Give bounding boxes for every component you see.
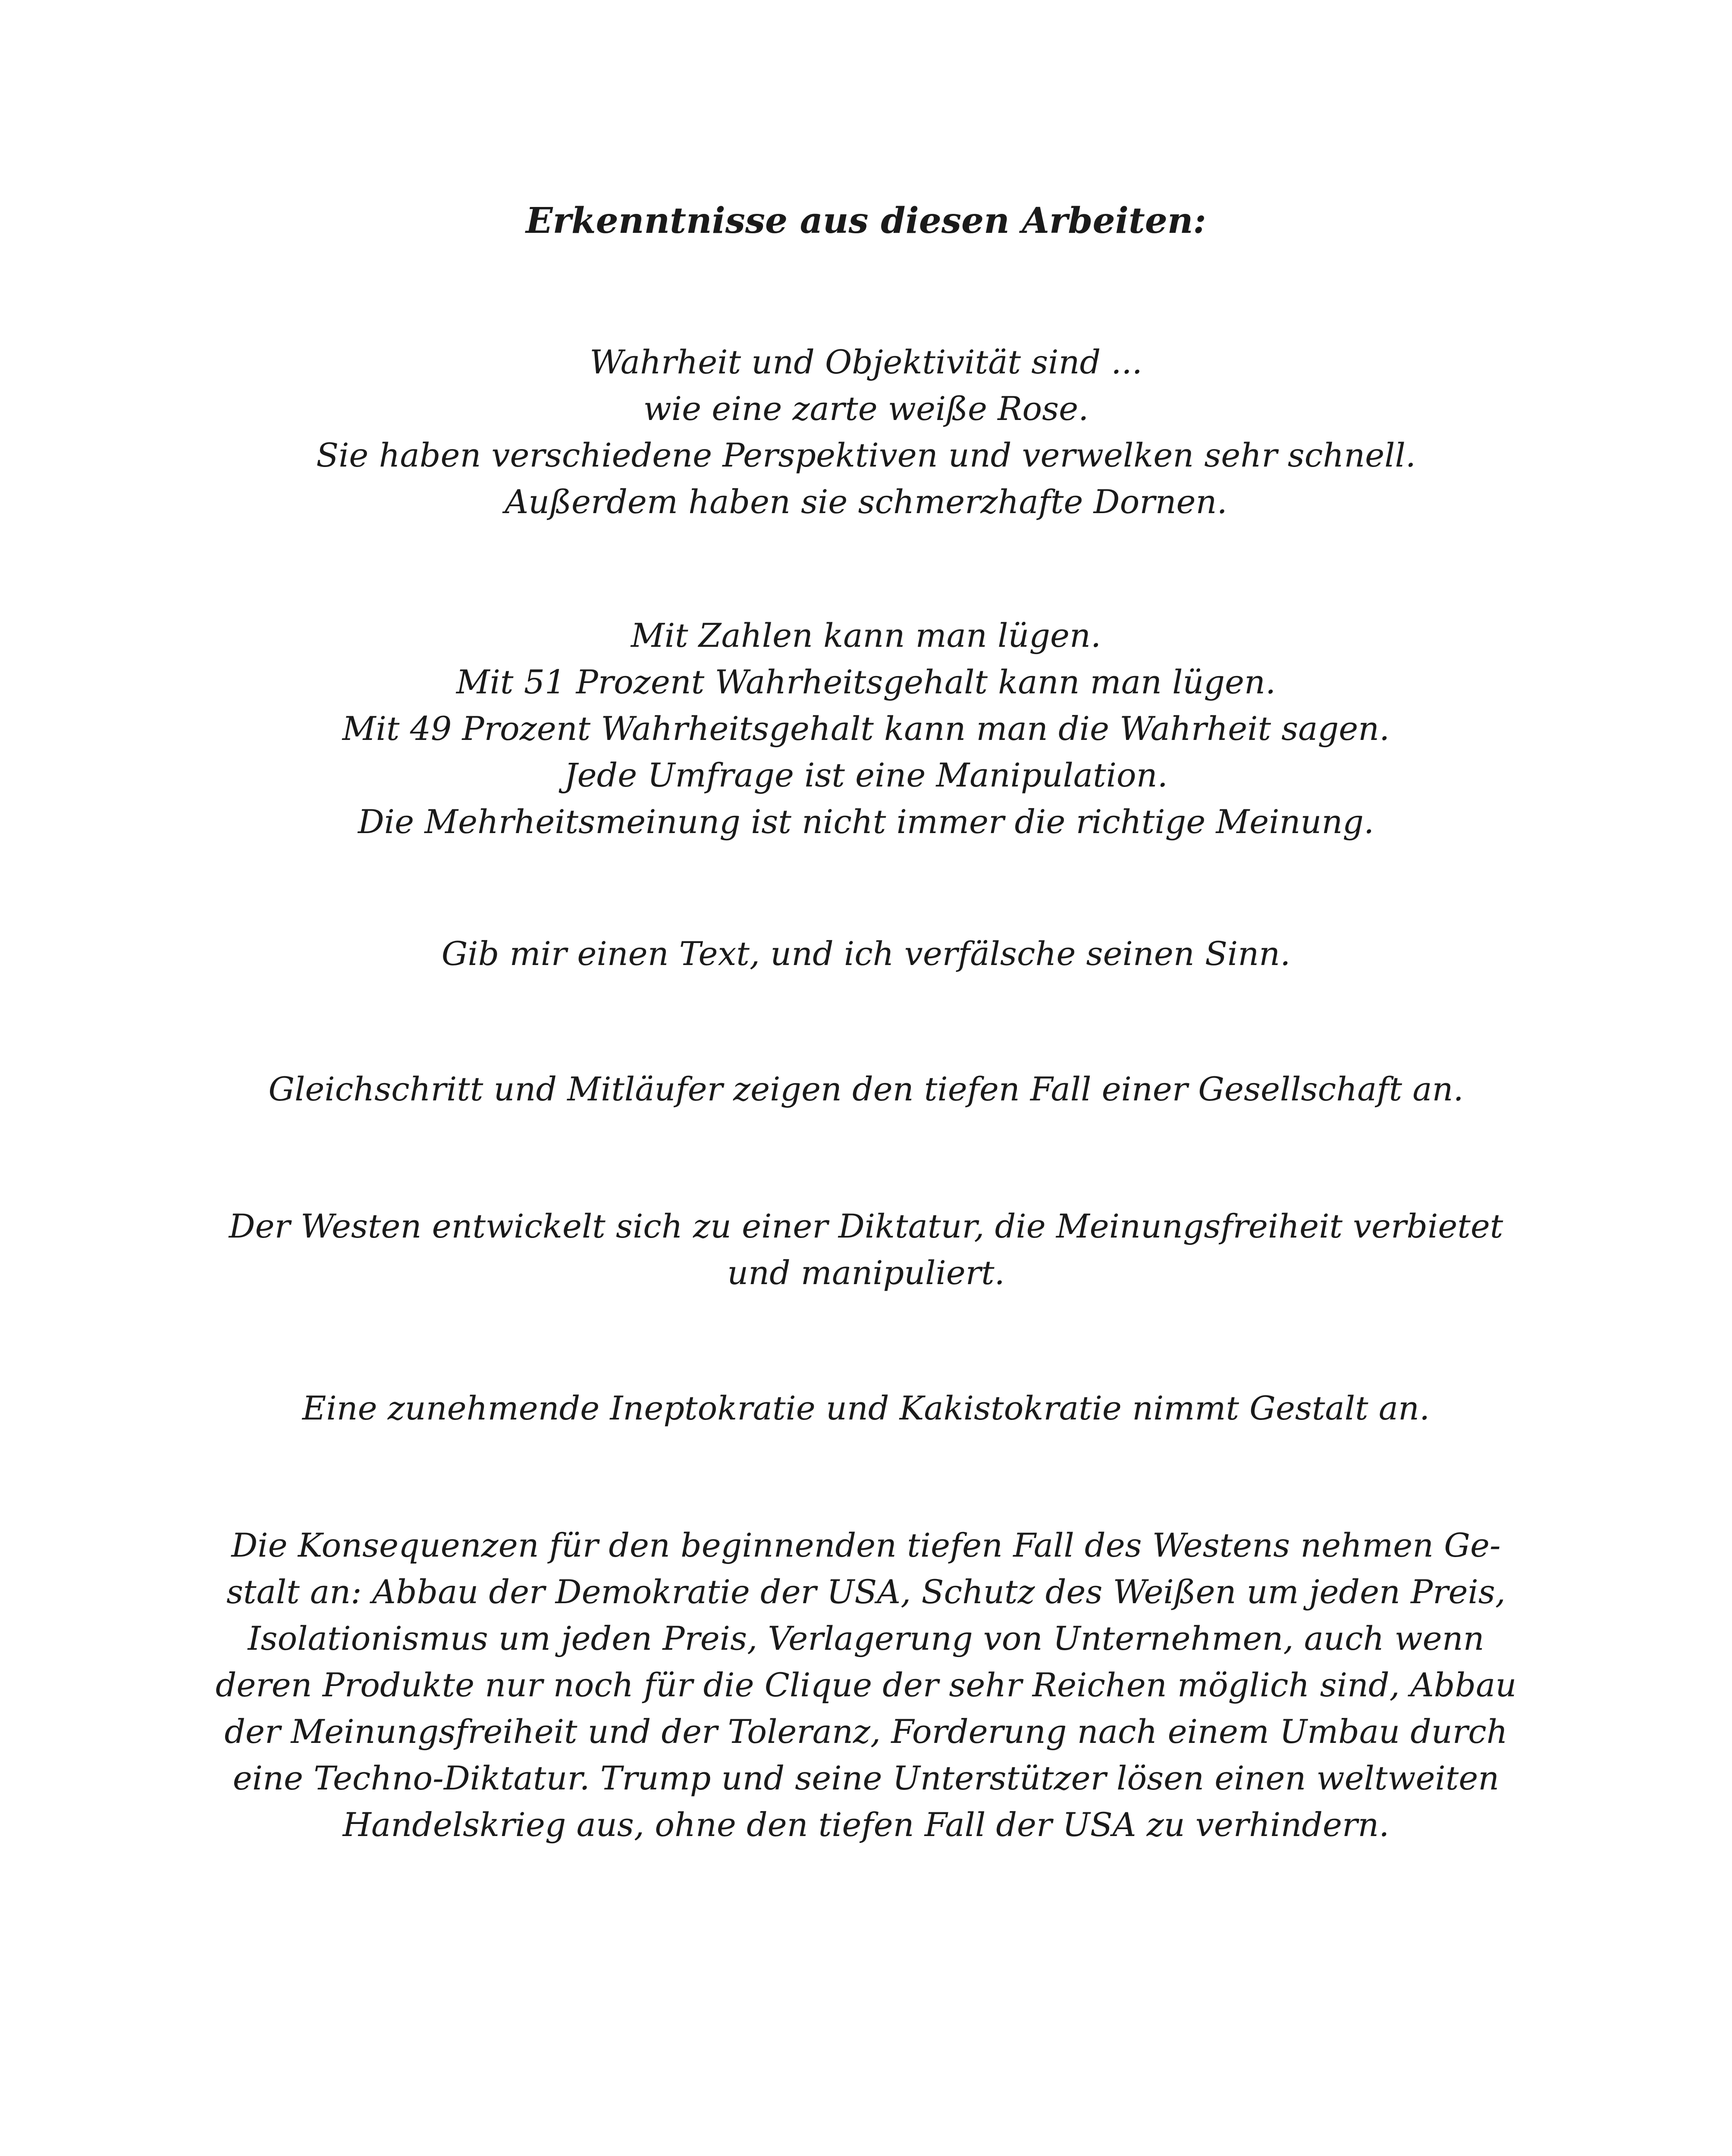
stanza-line: Mit 51 Prozent Wahrheitsgehalt kann man lügen. xyxy=(456,663,1276,701)
paragraph-line: deren Produkte nur noch für die Clique der sehr Reichen möglich sind, Abbau xyxy=(215,1666,1517,1704)
paragraph-ineptokratie xyxy=(0,1385,1732,1432)
paragraph-line: Die Konsequenzen für den beginnenden tiefen Fall des Westens nehmen Ge- xyxy=(231,1526,1501,1564)
paragraph-line: der Meinungsfreiheit und der Toleranz, Forderung nach einem Umbau durch xyxy=(224,1712,1508,1751)
page-title: Erkenntnisse aus diesen Arbeiten: xyxy=(526,200,1206,241)
paragraph-line: Eine zunehmende Ineptokratie und Kakistokratie nimmt Gestalt an. xyxy=(302,1389,1430,1427)
stanza-numbers xyxy=(0,612,1732,845)
paragraph-line: Handelskrieg aus, ohne den tiefen Fall der USA zu verhindern. xyxy=(342,1805,1390,1844)
paragraph-line: Gib mir einen Text, und ich verfälsche seinen Sinn. xyxy=(441,934,1291,973)
paragraph-text-meaning xyxy=(0,931,1732,977)
stanza-line: Die Mehrheitsmeinung ist nicht immer die richtige Meinung. xyxy=(358,802,1374,841)
stanza-line: wie eine zarte weiße Rose. xyxy=(643,389,1089,428)
paragraph-line: eine Techno-Diktatur. Trump und seine Unterstützer lösen einen weltweiten xyxy=(232,1759,1500,1797)
paragraph-westen xyxy=(0,1203,1732,1296)
stanza-line: Mit Zahlen kann man lügen. xyxy=(631,616,1101,655)
paragraph-line: stalt an: Abbau der Demokratie der USA, Schutz des Weißen um jeden Preis, xyxy=(226,1573,1506,1611)
paragraph-line: Isolationismus um jeden Preis, Verlagerung von Unternehmen, auch wenn xyxy=(248,1619,1484,1658)
stanza-line: Mit 49 Prozent Wahrheitsgehalt kann man die Wahrheit sagen. xyxy=(342,709,1390,748)
stanza-line: Jede Umfrage ist eine Manipulation. xyxy=(564,756,1168,794)
stanza-truth xyxy=(0,339,1732,525)
paragraph-konsequenzen xyxy=(0,1522,1732,1848)
paragraph-gleichschritt xyxy=(0,1066,1732,1112)
paragraph-line: Der Westen entwickelt sich zu einer Diktatur, die Meinungsfreiheit verbietet xyxy=(229,1207,1503,1245)
stanza-line: Außerdem haben sie schmerzhafte Dornen. xyxy=(505,483,1227,521)
stanza-line: Sie haben verschiedene Perspektiven und verwelken sehr schnell. xyxy=(316,436,1416,474)
paragraph-line: und manipuliert. xyxy=(727,1253,1005,1292)
stanza-line: Wahrheit und Objektivität sind ... xyxy=(590,343,1142,381)
paragraph-line: Gleichschritt und Mitläufer zeigen den tiefen Fall einer Gesellschaft an. xyxy=(268,1070,1464,1108)
